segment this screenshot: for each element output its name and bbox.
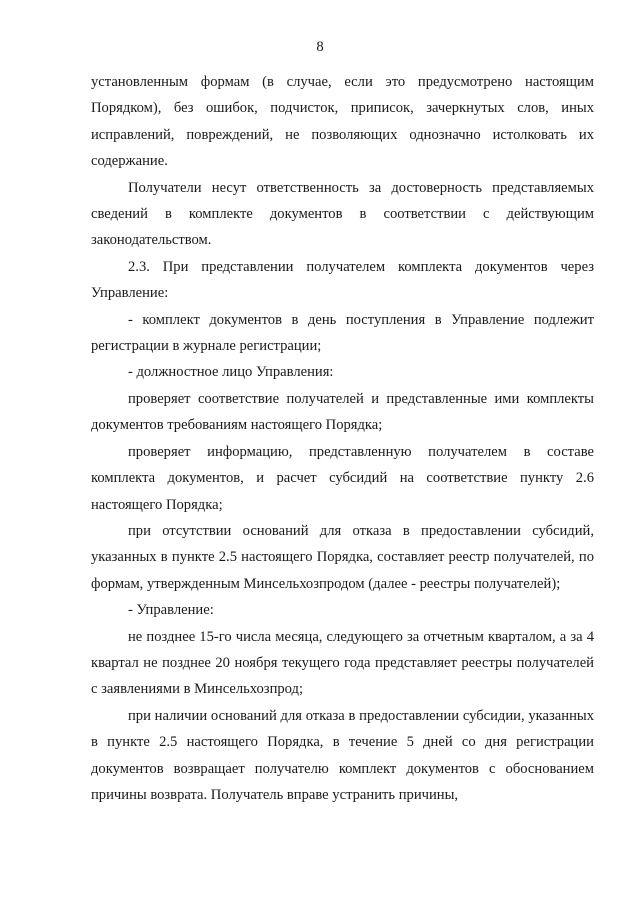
paragraph: - Управление:	[128, 602, 214, 619]
paragraph: не позднее 15-го числа месяца, следующего за отчетным кварталом, а за 4 квартал не позднее 20 ноября текущего года представляет реестры получателей с заявлениями в Минсельхозпрод;	[91, 628, 594, 698]
page-number: 8	[316, 39, 324, 55]
paragraph: 2.3. При представлении получателем комплекта документов через Управление:	[91, 258, 594, 302]
paragraph: при наличии оснований для отказа в предоставлении субсидии, указанных в пункте 2.5 настоящего Порядка, в течение 5 дней со дня регистрации документов возвращает получателю комплект документов с обоснованием причины возврата. Получатель вправе устранить причины,	[91, 707, 594, 803]
paragraph: установленным формам (в случае, если это предусмотрено настоящим Порядком), без ошибок, подчисток, приписок, зачеркнутых слов, иных исправлений, повреждений, не позволяющих однозначно истолковать их содержание.	[91, 74, 594, 170]
paragraph: при отсутствии оснований для отказа в предоставлении субсидий, указанных в пункте 2.5 настоящего Порядка, составляет реестр получателей, по формам, утвержденным Минсельхозпродом (далее - реестры получателей);	[91, 522, 594, 592]
paragraph: - комплект документов в день поступления в Управление подлежит регистрации в журнале регистрации;	[91, 311, 594, 355]
paragraph: проверяет соответствие получателей и представленные ими комплекты документов требованиям настоящего Порядка;	[91, 390, 594, 434]
paragraph: Получатели несут ответственность за достоверность представляемых сведений в комплекте документов в соответствии с действующим законодательством.	[91, 179, 594, 249]
paragraph: проверяет информацию, представленную получателем в составе комплекта документов, и расчет субсидий на соответствие пункту 2.6 настоящего Порядка;	[91, 443, 594, 513]
body-text	[91, 69, 594, 808]
paragraph: - должностное лицо Управления:	[128, 364, 334, 381]
